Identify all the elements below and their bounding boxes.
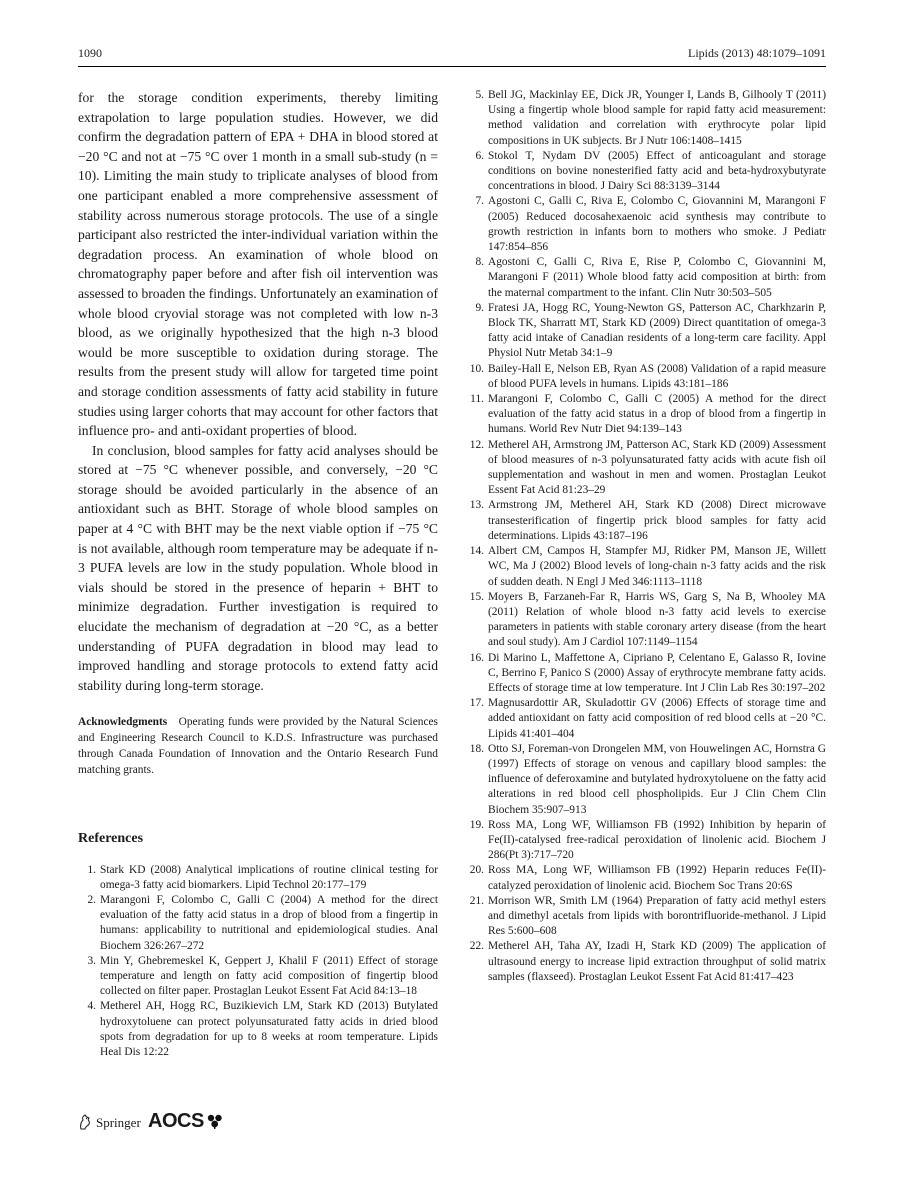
- reference-number: 20.: [469, 864, 484, 877]
- reference-text: Agostoni C, Galli C, Riva E, Colombo C, Giovannini M, Marangoni F (2005) Reduced docosahexaenoic acid synthesis may contribute to growth restriction in infants born to mothers who smoke. J Pediatr 147:854–856: [488, 195, 826, 254]
- reference-text: Morrison WR, Smith LM (1964) Preparation of fatty acid methyl esters and dimethyl acetals from lipids with borontrifluoride-methanol. J Lipid Res 5:600–608: [488, 894, 826, 938]
- publisher-name: Springer: [96, 1115, 141, 1130]
- reference-number: 13.: [469, 499, 484, 512]
- reference-text: Agostoni C, Galli C, Riva E, Rise P, Colombo C, Giovannini M, Marangoni F (2011) Whole blood fatty acid composition at birth: from the maternal compartment to the infant. Clin Nutr 30:503–505: [488, 256, 826, 299]
- reference-number: 1.: [87, 863, 96, 876]
- reference-number: 3.: [87, 954, 96, 967]
- reference-number: 14.: [469, 545, 484, 558]
- reference-text: Moyers B, Farzaneh-Far R, Harris WS, Garg S, Na B, Whooley MA (2011) Relation of whole blood n-3 fatty acid levels to exercise parameters in patients with stable coronary artery disease (from the heart and soul study). Am J Cardiol 107:1149–1154: [488, 590, 826, 649]
- reference-number: 2.: [87, 894, 96, 906]
- reference-text: Ross MA, Long WF, Williamson FB (1992) Inhibition by heparin of Fe(II)-catalysed free-radical peroxidation of linolenic acid. Biochem J 286(Pt 3):717–720: [488, 818, 826, 862]
- reference-text: Bell JG, Mackinlay EE, Dick JR, Younger I, Lands B, Gilhooly T (2011) Using a fingertip whole blood sample for rapid fatty acid measurement: method validation and correlation with erythrocyte polar lipid compositions in UK subjects. Br J Nutr 106:1408–1415: [488, 89, 826, 147]
- reference-item: [466, 255, 826, 301]
- reference-text: Magnusardottir AR, Skuladottir GV (2006) Effects of storage time and added antioxidant on fatty acid composition of red blood cells at −20 °C. Lipids 41:401–404: [488, 697, 826, 740]
- reference-number: 5.: [475, 89, 484, 101]
- conclusion-paragraph: In conclusion, blood samples for fatty acid analyses should be stored at −75 °C whenever possible, and conversely, −20 °C storage should be avoided particularly in the absence of an antioxidant such as BHT. Storage of whole blood samples on paper at 4 °C with BHT may be the next viable option if −75 °C is not available, although room temperature may be adequate if n-3 PUFA levels are low in the study population. Whole blood in vials should be stored in the presence of heparin + BHT to minimize degradation. Further investigation is required to elucidate the mechanism of degradation at −20 °C, as a better understanding of PUFA degradation in blood may lead to improved handling and storage protocols to extend fatty acid stability during long-term storage.: [78, 442, 438, 693]
- reference-item: [78, 954, 438, 1000]
- left-column: [78, 88, 438, 1060]
- reference-item: [466, 149, 826, 195]
- reference-item: [466, 894, 826, 940]
- running-header: [78, 46, 826, 67]
- reference-number: 7.: [475, 195, 484, 208]
- aocs-wordmark: AOCS: [148, 1110, 204, 1132]
- reference-text: Fratesi JA, Hogg RC, Young-Newton GS, Patterson AC, Charkhzarin P, Block TK, Sharratt MT, Stark KD (2009) Direct quantitation of omega-3 fatty acid intake of Canadian residents of a long-term care facility. Appl Physiol Nutr Metab 34:1–9: [488, 301, 826, 360]
- reference-text: Albert CM, Campos H, Stampfer MJ, Ridker PM, Manson JE, Willett WC, Ma J (2002) Blood levels of long-chain n-3 fatty acids and the risk of sudden death. N Engl J Med 346:1113–1118: [488, 545, 826, 588]
- reference-item: [466, 696, 826, 742]
- page-number: 1090: [78, 46, 102, 60]
- reference-number: 22.: [469, 940, 484, 953]
- reference-text: Marangoni F, Colombo C, Galli C (2005) A method for the direct evaluation of the fatty acid status in a drop of blood from a fingertip in humans. World Rev Nutr Diet 94:139–143: [488, 393, 826, 436]
- reference-item: [466, 742, 826, 818]
- discussion-paragraph: for the storage condition experiments, thereby limiting extrapolation to large population studies. However, we did confirm the degradation pattern of EPA + DHA in blood stored at −20 °C and not at −75 °C over 1 month in a small sub-study (n = 10). Limiting the main study to triplicate analyses of blood from one participant enabled a more comprehensive assessment of stability across numerous storage protocols. The use of a single participant also restricted the inter-individual variation within the degradation process. An examination of whole blood on chromatography paper before and after fish oil intervention was assessed to broaden the findings. Unfortunately an examination of whole blood cryovial storage was not completed with low n-3 blood, as we originally hypothesized that the high n-3 blood would be more susceptible to oxidation during storage. The results from the present study will allow for targeted time point and storage condition assessments of fatty acid stability in future studies using larger cohorts that may account for other factors that influence pro- and anti-oxidant properties of blood.: [78, 90, 438, 439]
- reference-item: [78, 893, 438, 954]
- reference-text: Otto SJ, Foreman-von Drongelen MM, von Houwelingen AC, Hornstra G (1997) Effects of storage on venous and capillary blood samples: the influence of deferoxamine and butylated hydroxytoluene on the fatty acid alterations in red blood cell phospholipids. Eur J Clin Chem Clin Biochem 35:907–913: [488, 742, 826, 816]
- journal-reference: Lipids (2013) 48:1079–1091: [688, 46, 826, 60]
- reference-item: [466, 818, 826, 864]
- springer-horse-icon: [78, 1114, 92, 1130]
- reference-text: Marangoni F, Colombo C, Galli C (2004) A method for the direct evaluation of the fatty acid status in a drop of blood from a fingertip in humans: applicability to nutritional and epidemiological studies. Anal Biochem 326:267–272: [100, 894, 438, 952]
- reference-number: 6.: [475, 149, 484, 162]
- reference-number: 19.: [469, 818, 484, 831]
- reference-item: [466, 88, 826, 149]
- right-column: [466, 88, 826, 985]
- reference-item: [466, 939, 826, 985]
- reference-item: [466, 194, 826, 255]
- reference-text: Metherel AH, Hogg RC, Buzikievich LM, Stark KD (2013) Butylated hydroxytoluene can protect polyunsaturated fatty acids in dried blood spots from degradation for up to 8 weeks at room temperature. Lipids Heal Dis 12:22: [100, 1000, 438, 1059]
- reference-text: Min Y, Ghebremeskel K, Geppert J, Khalil F (2011) Effect of storage temperature and length on fatty acid composition of fingertip blood collected on filter paper. Prostaglan Leukot Essent Fat Acid 84:13–18: [100, 954, 438, 998]
- reference-text: Metherel AH, Armstrong JM, Patterson AC, Stark KD (2009) Assessment of blood measures of n-3 polyunsaturated fatty acids with acute fish oil supplementation and washout in men and women. Prostaglan Leukot Essent Fat Acid 81:23–29: [488, 438, 826, 497]
- reference-number: 17.: [469, 697, 484, 710]
- reference-number: 9.: [475, 301, 484, 314]
- reference-item: [466, 438, 826, 499]
- reference-number: 21.: [469, 894, 484, 907]
- references-heading: References: [78, 830, 144, 846]
- reference-number: 15.: [469, 590, 484, 603]
- reference-text: Ross MA, Long WF, Williamson FB (1992) Heparin reduces Fe(II)-catalyzed peroxidation of linolenic acid. Biochem Soc Trans 20:6S: [488, 864, 826, 892]
- reference-item: [466, 392, 826, 438]
- reference-number: 18.: [469, 742, 484, 755]
- aocs-emblem-icon: [206, 1113, 224, 1129]
- reference-item: [466, 301, 826, 362]
- reference-number: 12.: [469, 438, 484, 451]
- reference-item: [78, 999, 438, 1060]
- reference-number: 11.: [470, 393, 484, 406]
- reference-text: Stokol T, Nydam DV (2005) Effect of anticoagulant and storage conditions on bovine nonesterified fatty acid and beta-hydroxybutyrate concentrations in blood. J Dairy Sci 88:3139–3144: [488, 149, 826, 193]
- reference-item: [466, 362, 826, 392]
- aocs-logo: [148, 1110, 224, 1133]
- reference-item: [466, 590, 826, 651]
- reference-text: Armstrong JM, Metherel AH, Stark KD (2008) Direct microwave transesterification of fingertip prick blood samples for fatty acid determinations. Lipids 43:187–196: [488, 499, 826, 542]
- reference-text: Di Marino L, Maffettone A, Cipriano P, Celentano E, Galasso R, Iovine C, Berrino F, Panico S (2000) Assay of erythrocyte membrane fatty acids. Effects of storage time at low temperature. Int J Clin Lab Res 30:197–202: [488, 651, 826, 694]
- references-list-left: [78, 863, 438, 1061]
- acknowledgments-label: Acknowledgments: [78, 716, 168, 729]
- reference-text: Bailey-Hall E, Nelson EB, Ryan AS (2008) Validation of a rapid measure of blood PUFA levels in humans. Lipids 43:181–186: [488, 362, 826, 390]
- reference-number: 10.: [469, 362, 484, 375]
- acknowledgments-text: Operating funds were provided by the Natural Sciences and Engineering Research Council to K.D.S. Infrastructure was purchased through Canada Foundation of Innovation and the Ontario Research Fund matching grants.: [78, 716, 438, 776]
- reference-number: 16.: [469, 651, 484, 664]
- reference-text: Metherel AH, Taha AY, Izadi H, Stark KD (2009) The application of ultrasound energy to increase lipid extraction throughput of solid matrix samples (flaxseed). Prostaglan Leukot Essent Fat Acid 81:417–423: [488, 940, 826, 983]
- reference-item: [466, 498, 826, 544]
- reference-item: [466, 863, 826, 893]
- reference-item: [78, 863, 438, 893]
- reference-number: 8.: [475, 256, 484, 269]
- reference-number: 4.: [87, 1000, 96, 1013]
- reference-item: [466, 544, 826, 590]
- springer-logo: [78, 1114, 141, 1131]
- reference-item: [466, 651, 826, 697]
- reference-text: Stark KD (2008) Analytical implications of routine clinical testing for omega-3 fatty acid biomarkers. Lipid Technol 20:177–179: [100, 863, 438, 891]
- acknowledgments: [78, 715, 438, 778]
